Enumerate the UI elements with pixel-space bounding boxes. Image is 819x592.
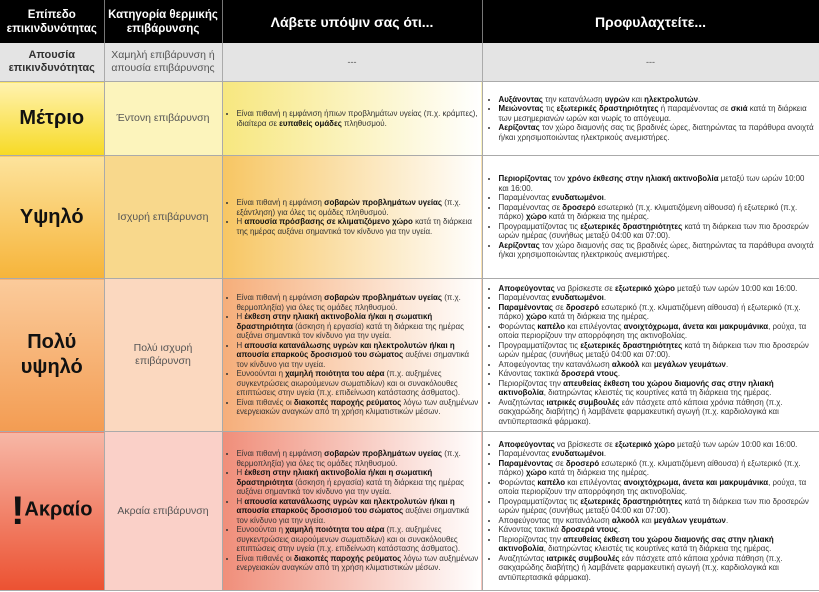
list-item: • Παραμένοντας σε δροσερό εσωτερικό (π.χ. κλιματιζόμενη αίθουσα) ή εξωτερικό (π.χ. πάρκο) χώρο κατά τη διάρκεια της ημέρας. — [499, 459, 816, 478]
list-item: • Αποφεύγοντας την κατανάλωση αλκοόλ και μεγάλων γευμάτων. — [499, 360, 816, 370]
list-item: • Φορώντας καπέλο και επιλέγοντας ανοιχτόχρωμα, άνετα και μακρυμάνικα, ρούχα, τα οποία περιορίζουν την απορρόφηση της ακτινοβολίας. — [499, 322, 816, 341]
list-item: • Περιορίζοντας τον χρόνο έκθεσης στην ηλιακή ακτινοβολία μεταξύ των ωρών 10:00 και 16:00. — [499, 174, 816, 193]
list-item: • Αποφεύγοντας να βρίσκεστε σε εξωτερικό χώρο μεταξύ των ωρών 10:00 και 16:00. — [499, 440, 816, 450]
list-item: • Αερίζοντας τον χώρο διαμονής σας τις βραδινές ώρες, διατηρώντας τα παράθυρα ανοιχτά ή/και χρησιμοποιώντας ηλεκτρικούς ανεμιστήρες. — [499, 123, 816, 142]
list-item: • Περιορίζοντας την απευθείας έκθεση του χώρου διαμονής σας στην ηλιακή ακτινοβολία, διατηρώντας κλειστές τις κουρτίνες κατά τη διάρκεια της ημέρας. — [499, 379, 816, 398]
table-row — [0, 156, 819, 279]
header-category: Κατηγορία θερμικής επιβάρυνσης — [104, 0, 222, 43]
notice-list-very-high — [225, 293, 479, 417]
list-item: • Ευνοούνται η χαμηλή ποιότητα του αέρα (π.χ. αυξημένες συγκεντρώσεις αιωρούμενων σωματιδίων) και οι συνακόλουθες επιπτώσεις στην υγεία (π.χ. επιδείνωση κατάστασης άσθματος). — [237, 369, 479, 398]
list-item: • Παραμένοντας σε δροσερό εσωτερικό (π.χ. κλιματιζόμενη αίθουσα) ή εξωτερικό (π.χ. πάρκο) χώρο κατά τη διάρκεια της ημέρας. — [499, 203, 816, 222]
list-item: • Η απουσία κατανάλωσης υγρών και ηλεκτρολυτών ή/και η απουσία επαρκούς δροσισμού του σώματος αυξάνει σημαντικά τον κίνδυνο για την υγεία. — [237, 497, 479, 526]
table-row — [0, 43, 819, 82]
list-item: • Αναζητώντας ιατρικές συμβουλές εάν πάσχετε από κάποια χρόνια πάθηση (π.χ. σακχαρώδης διαβήτης) ή λαμβάνετε φαρμακευτική αγωγή (π.χ. καρδιολογικά και αντιϋπερτασικά φάρμακα). — [499, 398, 816, 427]
list-item: • Αναζητώντας ιατρικές συμβουλές εάν πάσχετε από κάποια χρόνια πάθηση (π.χ. σακχαρώδης διαβήτης) ή λαμβάνετε φαρμακευτική αγωγή (π.χ. καρδιολογικά και αντιϋπερτασικά φάρμακα). — [499, 554, 816, 583]
list-item: • Παραμένοντας ενυδατωμένοι. — [499, 193, 816, 203]
category-none: Χαμηλή επιβάρυνση ή απουσία επιβάρυνσης — [104, 43, 222, 82]
level-extreme: Ακραίο — [24, 498, 93, 521]
precautions-list-high — [487, 174, 816, 260]
list-item: • Κάνοντας τακτικά δροσερά ντους. — [499, 525, 816, 535]
level-moderate: Μέτριο — [19, 107, 85, 129]
notice-list-high — [225, 198, 479, 236]
list-item: • Είναι πιθανή η εμφάνιση σοβαρών προβλημάτων υγείας (π.χ. θερμοπληξία) για όλες τις ομάδες πληθυσμού. — [237, 449, 479, 468]
list-item: • Προγραμματίζοντας τις εξωτερικές δραστηριότητες κατά τη διάρκεια των πιο δροσερών ωρών ημέρας (συνήθως μεταξύ 04:00 και 07:00). — [499, 341, 816, 360]
category-very-high: Πολύ ισχυρή επιβάρυνση — [104, 279, 222, 432]
list-item: • Αερίζοντας τον χώρο διαμονής σας τις βραδινές ώρες, διατηρώντας τα παράθυρα ανοιχτά ή/και χρησιμοποιώντας ηλεκτρικούς ανεμιστήρες. — [499, 241, 816, 260]
list-item: • Προγραμματίζοντας τις εξωτερικές δραστηριότητες κατά τη διάρκεια των πιο δροσερών ωρών ημέρας (συνήθως μεταξύ 04:00 και 07:00). — [499, 222, 816, 241]
header-notice: Λάβετε υπόψιν σας ότι... — [222, 0, 482, 43]
table-header-row — [0, 0, 819, 43]
list-item: • Αποφεύγοντας να βρίσκεστε σε εξωτερικό χώρο μεταξύ των ωρών 10:00 και 16:00. — [499, 284, 816, 294]
precautions-list-moderate — [487, 95, 816, 143]
list-item: • Κάνοντας τακτικά δροσερά ντους. — [499, 369, 816, 379]
notice-list-extreme — [225, 449, 479, 573]
table-row — [0, 82, 819, 156]
level-very-high: Πολύ υψηλό — [20, 331, 83, 378]
list-item: • Η έκθεση στην ηλιακή ακτινοβολία ή/και η σωματική δραστηριότητα (άσκηση ή εργασία) κατά τη διάρκεια της ημέρας αυξάνει σημαντικά τον κίνδυνο για την υγεία. — [237, 468, 479, 497]
level-none: Απουσία επικινδυνότητας — [0, 43, 104, 82]
warning-icon: ! — [11, 488, 25, 533]
list-item: • Η απουσία κατανάλωσης υγρών και ηλεκτρολυτών ή/και η απουσία επαρκούς δροσισμού του σώματος αυξάνει σημαντικά τον κίνδυνο για την υγεία. — [237, 341, 479, 370]
list-item: • Είναι πιθανές οι διακοπές παροχής ρεύματος λόγω των αυξημένων ενεργειακών αναγκών από τη χρήση κλιματιστικών μέσων. — [237, 398, 479, 417]
list-item: • Αποφεύγοντας την κατανάλωση αλκοόλ και μεγάλων γευμάτων. — [499, 516, 816, 526]
header-level: Επίπεδο επικινδυνότητας — [0, 0, 104, 43]
list-item: • Η έκθεση στην ηλιακή ακτινοβολία ή/και η σωματική δραστηριότητα (άσκηση ή εργασία) κατά τη διάρκεια της ημέρας αυξάνει σημαντικά τον κίνδυνο για την υγεία. — [237, 312, 479, 341]
list-item: • Είναι πιθανή η εμφάνιση σοβαρών προβλημάτων υγείας (π.χ. εξάντληση) για όλες τις ομάδες πληθυσμού. — [237, 198, 479, 217]
header-precautions: Προφυλαχτείτε... — [482, 0, 819, 43]
precautions-list-extreme — [487, 440, 816, 583]
category-moderate: Έντονη επιβάρυνση — [104, 82, 222, 156]
category-high: Ισχυρή επιβάρυνση — [104, 156, 222, 279]
list-item: • Ευνοούνται η χαμηλή ποιότητα του αέρα (π.χ. αυξημένες συγκεντρώσεις αιωρούμενων σωματιδίων) και οι συνακόλουθες επιπτώσεις στην υγεία (π.χ. επιδείνωση κατάστασης άσθματος). — [237, 525, 479, 554]
level-high: Υψηλό — [19, 205, 84, 228]
list-item: • Παραμένοντας ενυδατωμένοι. — [499, 449, 816, 459]
list-item: • Είναι πιθανή η εμφάνιση ήπιων προβλημάτων υγείας (π.χ. κράμπες), ιδιαίτερα σε ευπαθείς ομάδες πληθυσμού. — [237, 109, 479, 128]
list-item: • Μειώνοντας τις εξωτερικές δραστηριότητες ή παραμένοντας σε σκιά κατά τη διάρκεια των μεσημεριανών ωρών και νωρίς το απόγευμα. — [499, 104, 816, 123]
list-item: • Φορώντας καπέλο και επιλέγοντας ανοιχτόχρωμα, άνετα και μακρυμάνικα, ρούχα, τα οποία περιορίζουν την απορρόφηση της ακτινοβολίας. — [499, 478, 816, 497]
precautions-none: --- — [482, 43, 819, 82]
list-item: • Είναι πιθανή η εμφάνιση σοβαρών προβλημάτων υγείας (π.χ. θερμοπληξία) για όλες τις ομάδες πληθυσμού. — [237, 293, 479, 312]
precautions-list-very-high — [487, 284, 816, 427]
notice-list-moderate — [225, 109, 479, 128]
table-row — [0, 279, 819, 432]
list-item: • Προγραμματίζοντας τις εξωτερικές δραστηριότητες κατά τη διάρκεια των πιο δροσερών ωρών ημέρας (συνήθως μεταξύ 04:00 και 07:00). — [499, 497, 816, 516]
list-item: • Αυξάνοντας την κατανάλωση υγρών και ηλεκτρολυτών. — [499, 95, 816, 105]
list-item: • Είναι πιθανές οι διακοπές παροχής ρεύματος λόγω των αυξημένων ενεργειακών αναγκών από τη χρήση κλιματιστικών μέσων. — [237, 554, 479, 573]
list-item: • Παραμένοντας ενυδατωμένοι. — [499, 293, 816, 303]
list-item: • Περιορίζοντας την απευθείας έκθεση του χώρου διαμονής σας στην ηλιακή ακτινοβολία, διατηρώντας κλειστές τις κουρτίνες κατά τη διάρκεια της ημέρας. — [499, 535, 816, 554]
list-item: • Η απουσία πρόσβασης σε κλιματιζόμενο χώρο κατά τη διάρκεια της ημέρας αυξάνει σημαντικά τον κίνδυνο για την υγεία. — [237, 217, 479, 236]
table-row — [0, 432, 819, 591]
list-item: • Παραμένοντας σε δροσερό εσωτερικό (π.χ. κλιματιζόμενη αίθουσα) ή εξωτερικό (π.χ. πάρκο) χώρο κατά τη διάρκεια της ημέρας. — [499, 303, 816, 322]
notice-none: --- — [222, 43, 482, 82]
category-extreme: Ακραία επιβάρυνση — [104, 432, 222, 591]
